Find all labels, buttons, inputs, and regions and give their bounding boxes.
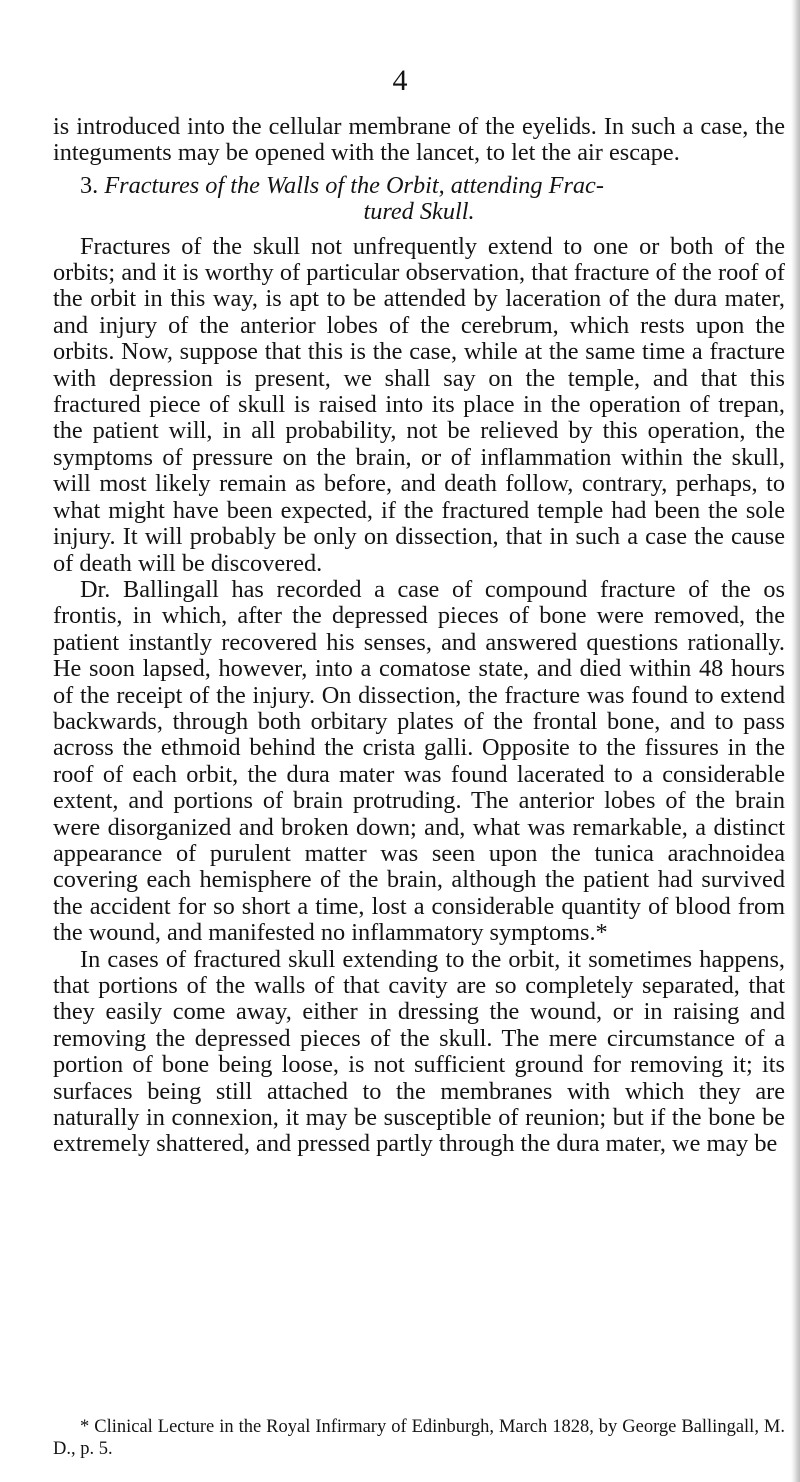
section-title-line2: tured Skull. [363,198,475,226]
section-number: 3. [80,171,99,199]
intro-paragraph: is introduced into the cellular membrane of the eyelids. In such a case, the integuments may be opened with the lancet, to let the air escape. [53,113,785,167]
section-heading [53,173,785,226]
paragraph-loose-bone: In cases of fractured skull extending to the orbit, it sometimes happens, that portions of the walls of that cavity are so completely separated, that they easily come away, either in dressing the wound, or in raising and removing the depressed pieces of the skull. The mere circumstance of a portion of bone being loose, is not sufficient ground for removing it; its surfaces being still attached to the membranes with which they are naturally in connexion, it may be susceptible of reunion; but if the bone be extremely shattered, and pressed partly through the dura mater, we may be [53,945,785,1158]
page-number: 4 [392,64,408,97]
paragraph-ballingall-case: Dr. Ballingall has recorded a case of compound fracture of the os frontis, in which, after the depressed pieces of bone were removed, the patient instantly recovered his senses, and answered questions rationally. He soon lapsed, however, into a comatose state, and died within 48 hours of the receipt of the injury. On dissection, the fracture was found to extend backwards, through both orbitary plates of the frontal bone, and to pass across the ethmoid behind the crista galli. Opposite to the fissures in the roof of each orbit, the dura mater was found lacerated to a considerable extent, and portions of brain protruding. The anterior lobes of the brain were disorganized and broken down; and, what was remarkable, a distinct appearance of purulent matter was seen upon the tunica arachnoidea covering each hemisphere of the brain, although the patient had survived the accident for so short a time, lost a considerable quantity of blood from the wound, and manifested no inflammatory symptoms.* [53,575,785,947]
footnote: * Clinical Lecture in the Royal Infirmary of Edinburgh, March 1828, by George Ballingall, M. D., p. 5. [53,1417,785,1459]
section-title-line1: Fractures of the Walls of the Orbit, attending Frac- [104,171,604,199]
page-edge-shadow [791,0,800,1482]
body-text [53,114,785,1158]
paragraph-orbit-fractures: Fractures of the skull not unfrequently extend to one or both of the orbits; and it is worthy of particular observation, that fracture of the roof of the orbit in this way, is apt to be attended by laceration of the dura mater, and injury of the anterior lobes of the cerebrum, which rests upon the orbits. Now, suppose that this is the case, while at the same time a fracture with depression is present, we shall say on the temple, and that this fractured piece of skull is raised into its place in the operation of trepan, the patient will, in all probability, not be relieved by this operation, the symptoms of pressure on the brain, or of inflammation within the skull, will most likely remain as before, and death follow, contrary, perhaps, to what might have been expected, if the fractured temple had been the sole injury. It will probably be only on dissection, that in such a case the cause of death will be discovered. [53,232,785,577]
